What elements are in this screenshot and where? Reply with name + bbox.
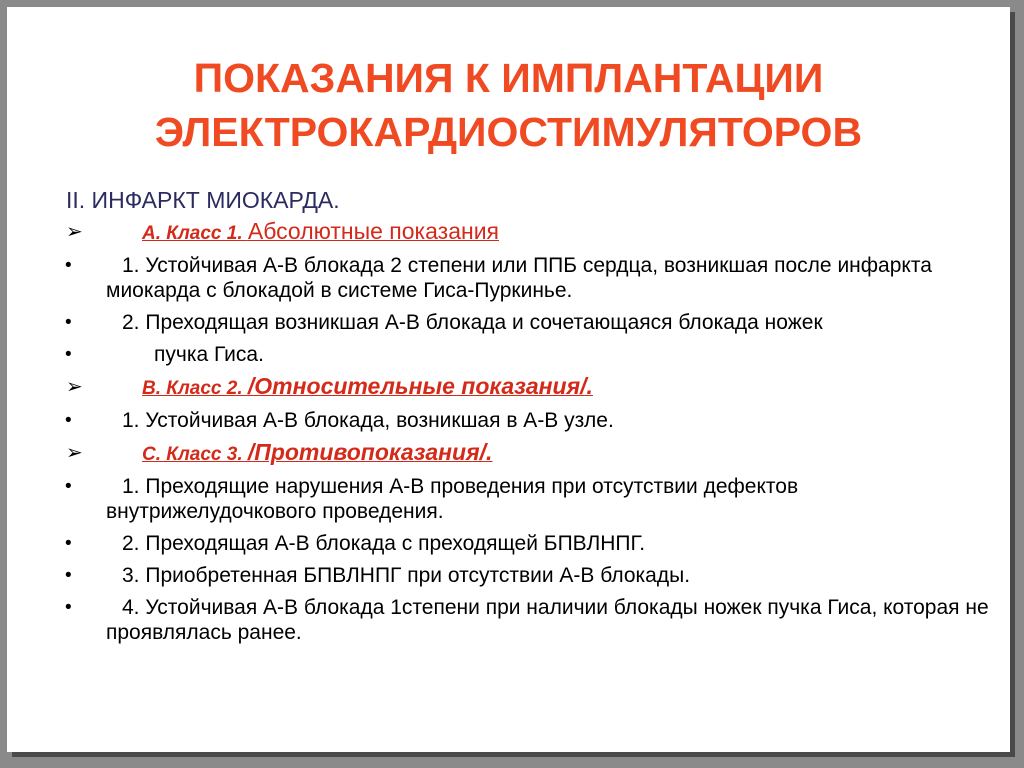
class-b-label: /Относительные показания/. [247,373,593,399]
class-c-label: /Противопоказания/. [247,439,493,465]
list-item-text: 2. Преходящая А-В блокада с преходящей БПВЛНПГ. [122,532,646,555]
list-item [62,563,992,588]
title-line-1: ПОКАЗАНИЯ К ИМПЛАНТАЦИИ [193,55,824,101]
arrow-bullet-icon: ➢ [66,221,83,243]
class-b-prefix: В. Класс 2. [142,378,248,399]
section-heading: II. ИНФАРКТ МИОКАРДА. [66,187,340,213]
class-a-label: Абсолютные показания [247,218,499,244]
slide [7,7,1010,752]
list-item-text: пучка Гиса. [154,343,264,366]
bullet-icon: • [65,410,72,431]
bullet-icon: • [65,344,72,365]
class-c-prefix: С. Класс 3. [142,444,248,465]
bullet-icon: • [65,533,72,554]
bullet-icon: • [65,476,72,497]
list-item-text: 1. Устойчивая А-В блокада, возникшая в А-В узле. [122,409,614,432]
list-item-text: 4. Устойчивая А-В блокада 1степени при наличии блокады ножек пучка Гиса, которая не проявлялась ранее. [106,596,989,644]
bullet-icon: • [65,312,72,333]
bullet-icon: • [65,565,72,586]
class-a-prefix: А. Класс 1. [142,223,248,244]
list-item [62,253,992,303]
list-item-text: 2. Преходящая возникшая А-В блокада и сочетающаяся блокада ножек [122,311,823,334]
title-line-2: ЭЛЕКТРОКАРДИОСТИМУЛЯТОРОВ [154,109,863,155]
slide-content [62,185,992,652]
list-item-text: 1. Устойчивая А-В блокада 2 степени или ППБ сердца, возникшая после инфаркта миокарда с блокадой в системе Гиса-Пуркинье. [106,254,932,302]
arrow-bullet-icon: ➢ [66,442,83,464]
list-item-text: 1. Преходящие нарушения А-В проведения при отсутствии дефектов внутрижелудочкового проведения. [106,475,799,523]
list-item [62,474,992,524]
arrow-bullet-icon: ➢ [66,376,83,398]
slide-title [7,51,1010,159]
list-item [62,342,992,367]
class-b-heading [62,374,992,401]
class-a-heading [62,219,992,246]
bullet-icon: • [65,255,72,276]
list-item [62,310,992,335]
class-c-heading [62,440,992,467]
bullet-icon: • [65,597,72,618]
list-item [62,595,992,645]
list-item [62,531,992,556]
list-item [62,408,992,433]
list-item-text: 3. Приобретенная БПВЛНПГ при отсутствии А-В блокады. [122,564,691,587]
